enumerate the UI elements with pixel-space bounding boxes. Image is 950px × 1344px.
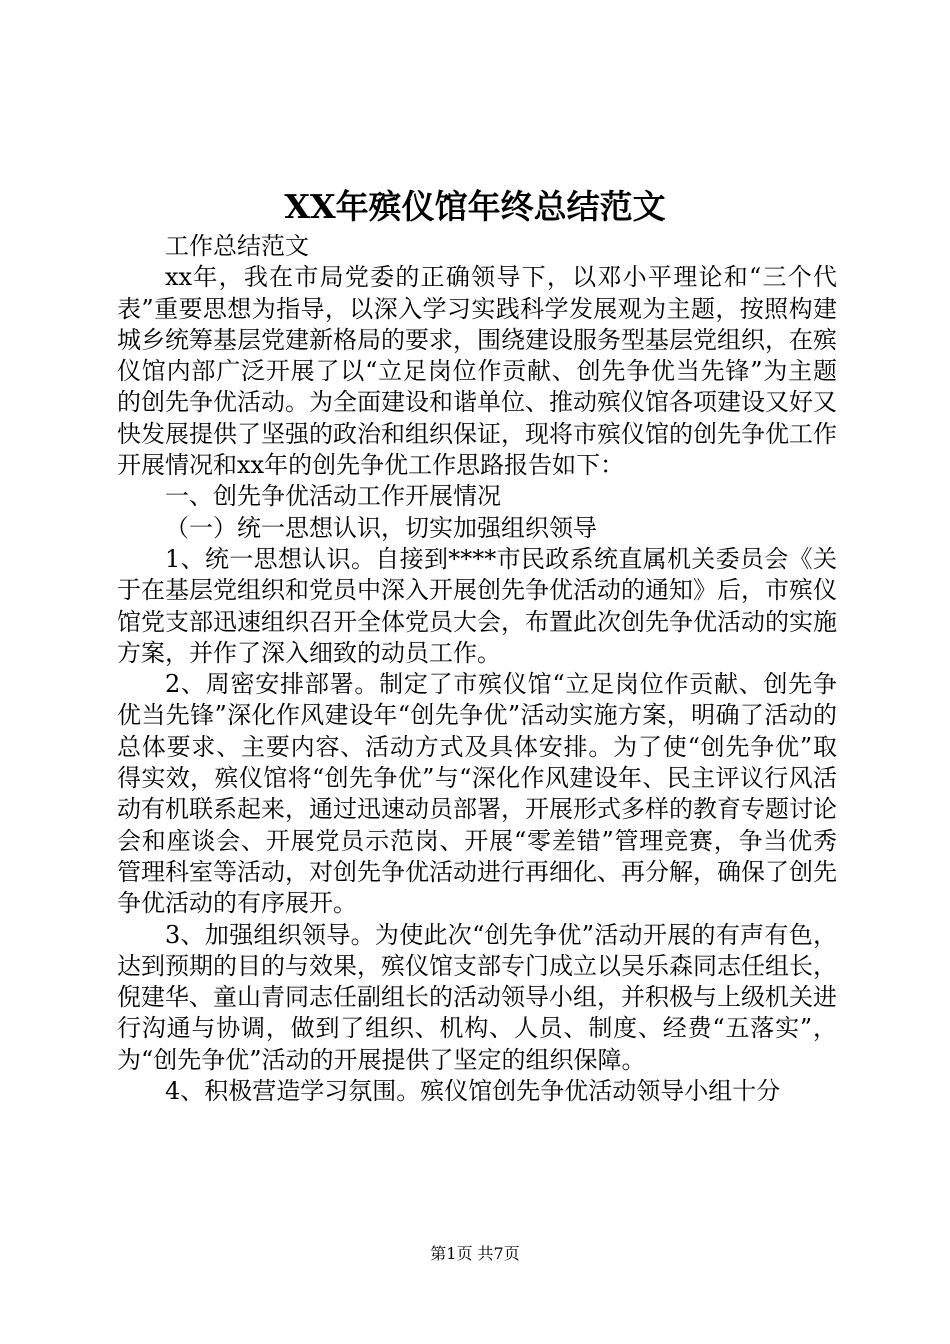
paragraph-item-4: 4、积极营造学习氛围。殡仪馆创先争优活动领导小组十分 — [165, 1077, 781, 1106]
document-title: XX年殡仪馆年终总结范文 — [284, 187, 666, 226]
paragraph-item-2: 2、周密安排部署。制定了市殡仪馆“立足岗位作贡献、创先争优当先锋”深化作风建设年“创先争优”活动实施方案，明确了活动的总体要求、主要内容、活动方式及具体安排。为了使“创先争优”取得实效，殡仪馆将“创先争优”与“深化作风建设年、民主评议行风活动有机联系起来，通过迅速动员部署，开展形式多样的教育专题讨论会和座谈会、开展党员示范岗、开展“零差错”管理竞赛，争当优秀管理科室等活动，对创先争优活动进行再细化、再分解，确保了创先争优活动的有序展开。 — [117, 670, 837, 918]
paragraph-item-3: 3、加强组织领导。为使此次“创先争优”活动开展的有声有色，达到预期的目的与效果，殡仪馆支部专门成立以吴乐森同志任组长，倪建华、童山青同志任副组长的活动领导小组，并积极与上级机关进行沟通与协调，做到了组织、机构、人员、制度、经费“五落实”，为“创先争优”活动的开展提供了坚定的组织保障。 — [117, 920, 837, 1074]
page-footer: 第1页 共7页 — [430, 1244, 520, 1263]
document-body — [117, 231, 837, 1107]
section-heading: 一、创先争优活动工作开展情况 — [165, 482, 501, 511]
subsection-heading: （一）统一思想认识，切实加强组织领导 — [165, 513, 597, 542]
paragraph-item-1: 1、统一思想认识。自接到****市民政系统直属机关委员会《关于在基层党组织和党员中深入开展创先争优活动的通知》后，市殡仪馆党支部迅速组织召开全体党员大会，布置此次创先争优活动的实施方案，并作了深入细致的动员工作。 — [117, 544, 837, 667]
paragraph-intro: xx年，我在市局党委的正确领导下，以邓小平理论和“三个代表”重要思想为指导，以深入学习实践科学发展观为主题，按照构建城乡统筹基层党建新格局的要求，围绕建设服务型基层党组织，在殡仪馆内部广泛开展了以“立足岗位作贡献、创先争优当先锋”为主题的创先争优活动。为全面建设和谐单位、推动殡仪馆各项建设又好又快发展提供了坚强的政治和组织保证，现将市殡仪馆的创先争优工作开展情况和xx年的创先争优工作思路报告如下： — [117, 263, 837, 480]
paragraph-subtitle: 工作总结范文 — [165, 232, 309, 260]
